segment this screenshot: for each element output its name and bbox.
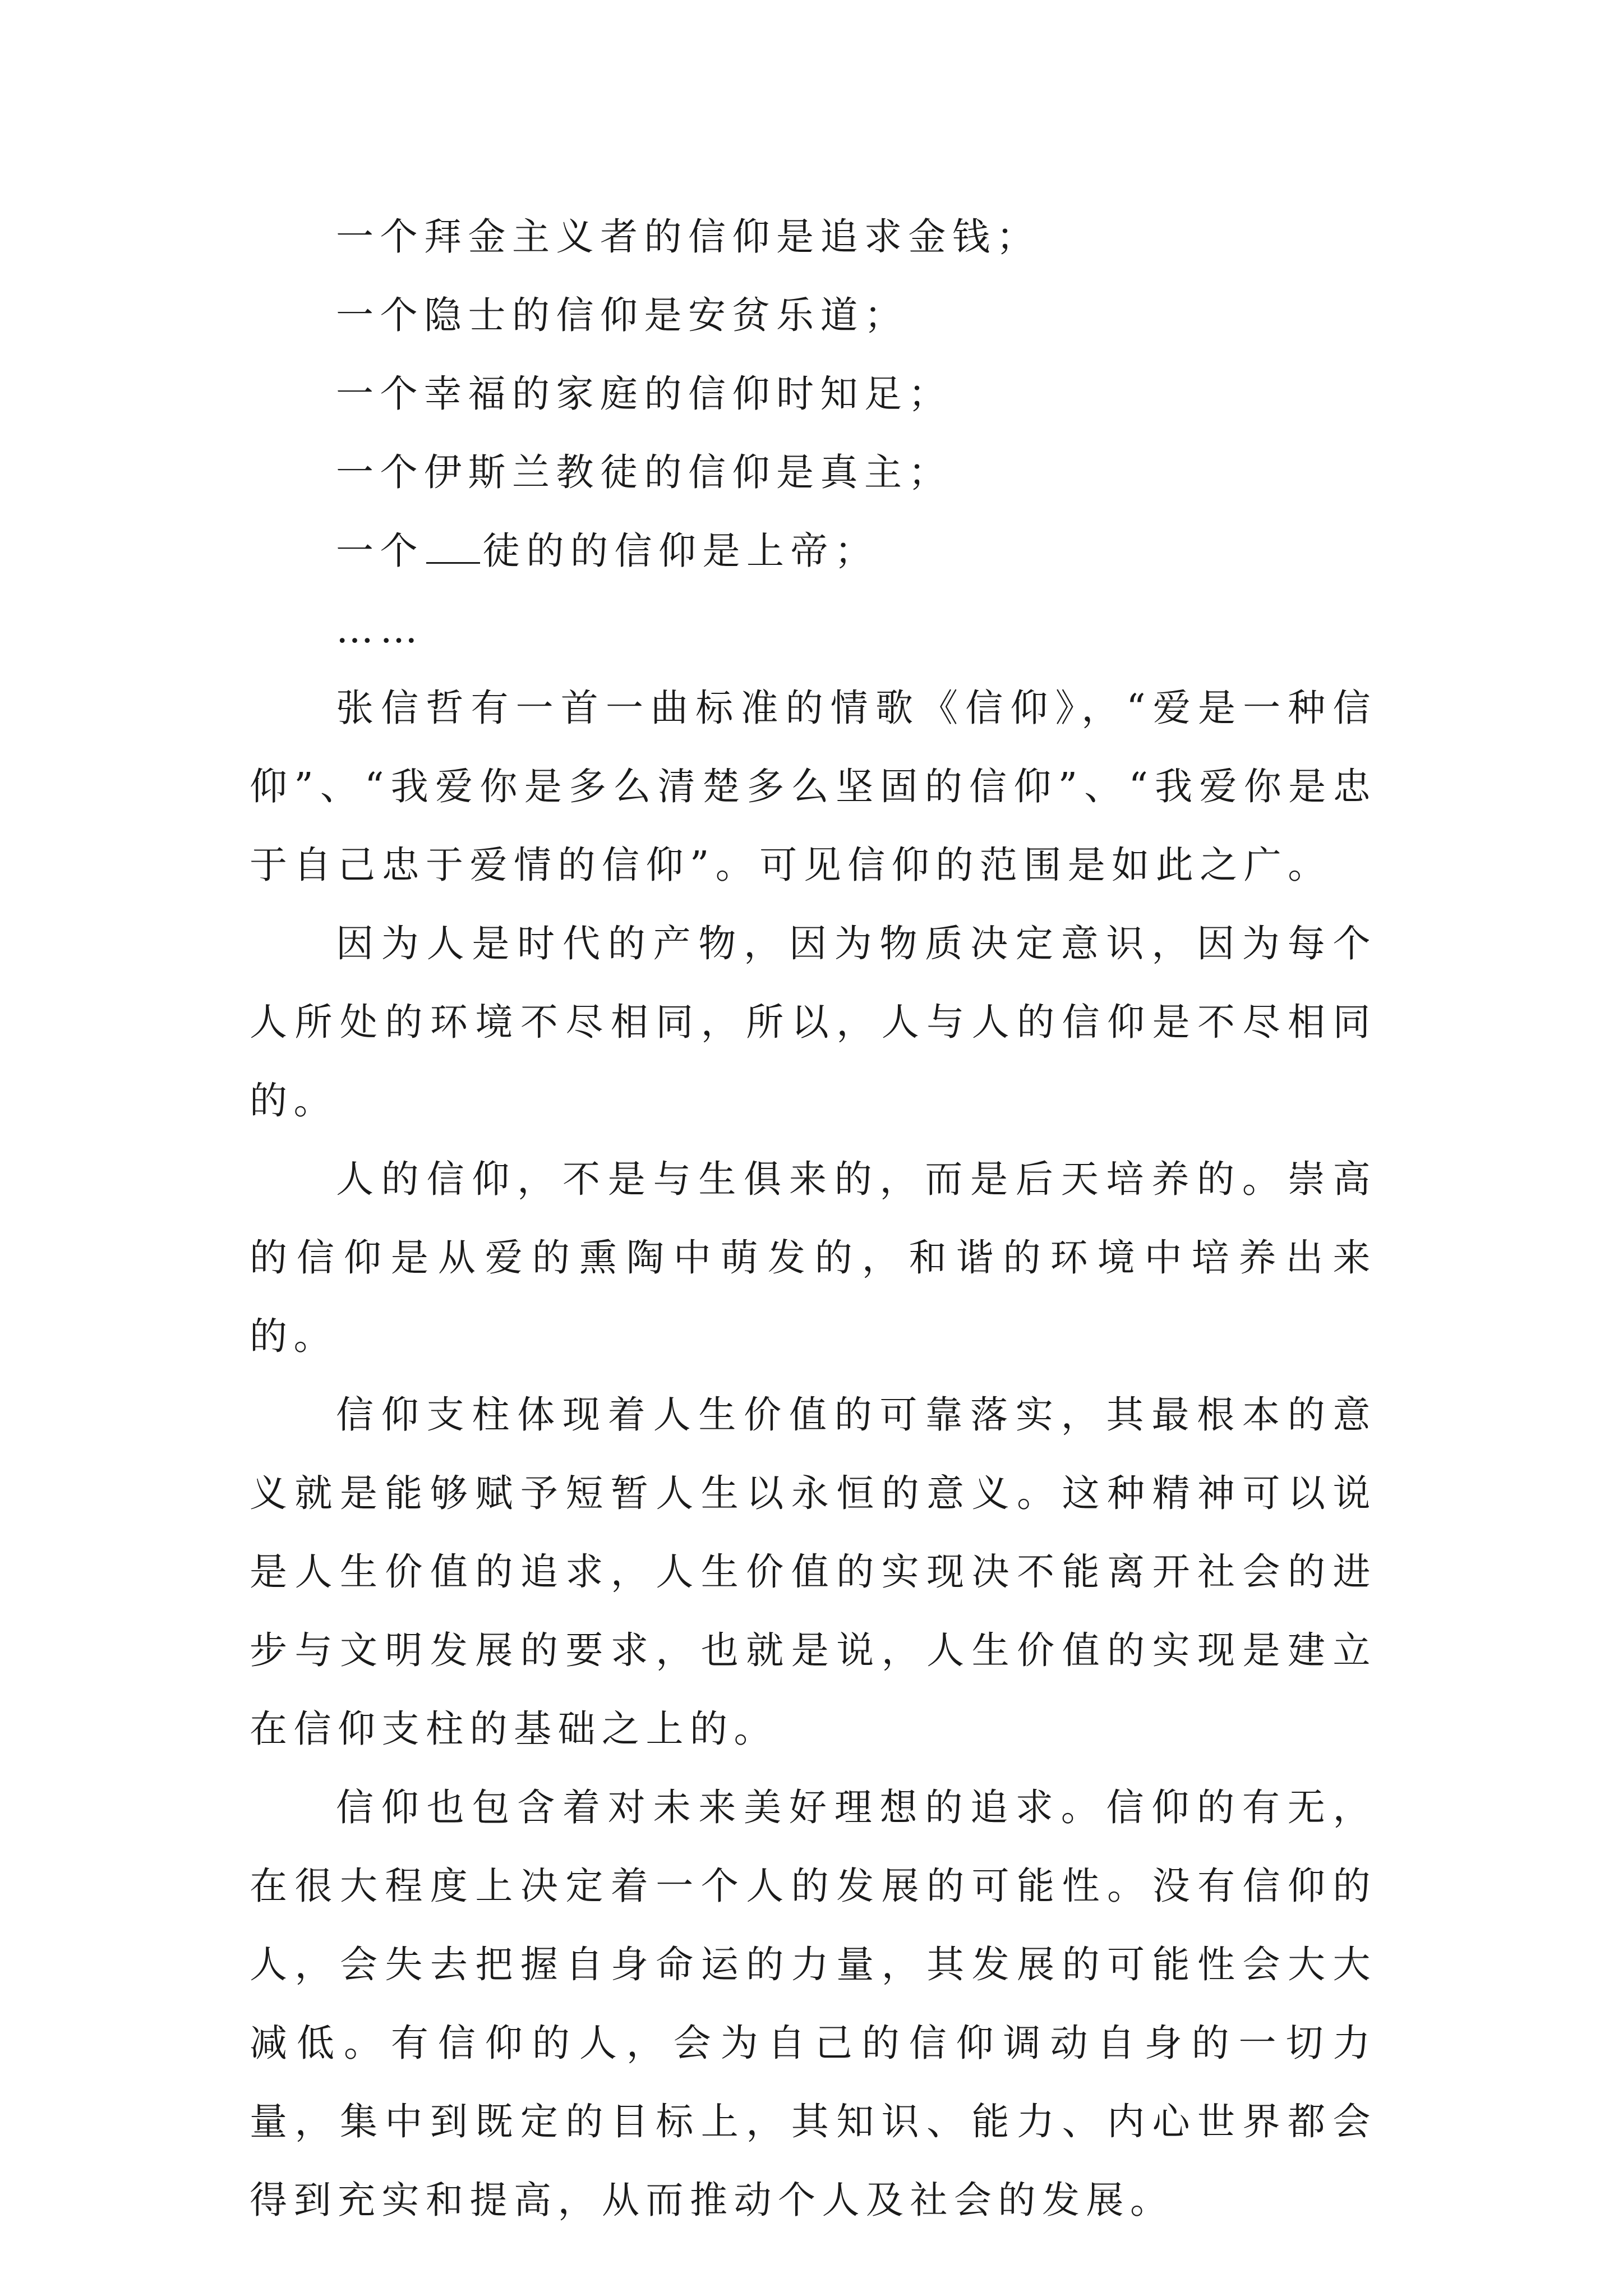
paragraph: 因为人是时代的产物，因为物质决定意识，因为每个人所处的环境不尽相同，所以，人与人的信仰是不尽相同的。: [250, 922, 1377, 1122]
paragraph: 张信哲有一首一曲标准的情歌《信仰》，“爱是一种信仰”、“我爱你是多么清楚多么坚固的信仰”、“我爱你是忠于自己忠于爱情的信仰”。可见信仰的范围是如此之广。: [250, 686, 1377, 887]
fill-in-blank: [426, 559, 480, 564]
list-line: 一个拜金主义者的信仰是追求金钱；: [336, 215, 1040, 259]
list-line: 一个隐士的信仰是安贫乐道；: [336, 293, 909, 337]
document-body: [250, 197, 1377, 2239]
blank-line-suffix: 徒的的信仰是上帝；: [482, 529, 879, 573]
paragraph: 信仰也包含着对未来美好理想的追求。信仰的有无，在很大程度上决定着一个人的发展的可能性。没有信仰的人，会失去把握自身命运的力量，其发展的可能性会大大减低。有信仰的人，会为自己的信仰调动自身的一切力量，集中到既定的目标上，其知识、能力、内心世界都会得到充实和提高，从而推动个人及社会的发展。: [250, 1786, 1377, 2222]
blank-line-prefix: 一个: [336, 529, 424, 573]
list-line: 一个伊斯兰教徒的信仰是真主；: [336, 450, 952, 494]
ellipsis-line: ……: [336, 608, 424, 651]
list-line: 一个幸福的家庭的信仰时知足；: [336, 372, 952, 416]
paragraph: 人的信仰，不是与生俱来的，而是后天培养的。崇高的信仰是从爱的熏陶中萌发的，和谐的环境中培养出来的。: [250, 1157, 1377, 1358]
list-line-with-blank: [250, 512, 1377, 590]
paragraph: 信仰支柱体现着人生价值的可靠落实，其最根本的意义就是能够赋予短暂人生以永恒的意义。这种精神可以说是人生价值的追求，人生价值的实现决不能离开社会的进步与文明发展的要求，也就是说，人生价值的实现是建立在信仰支柱的基础之上的。: [250, 1393, 1377, 1751]
